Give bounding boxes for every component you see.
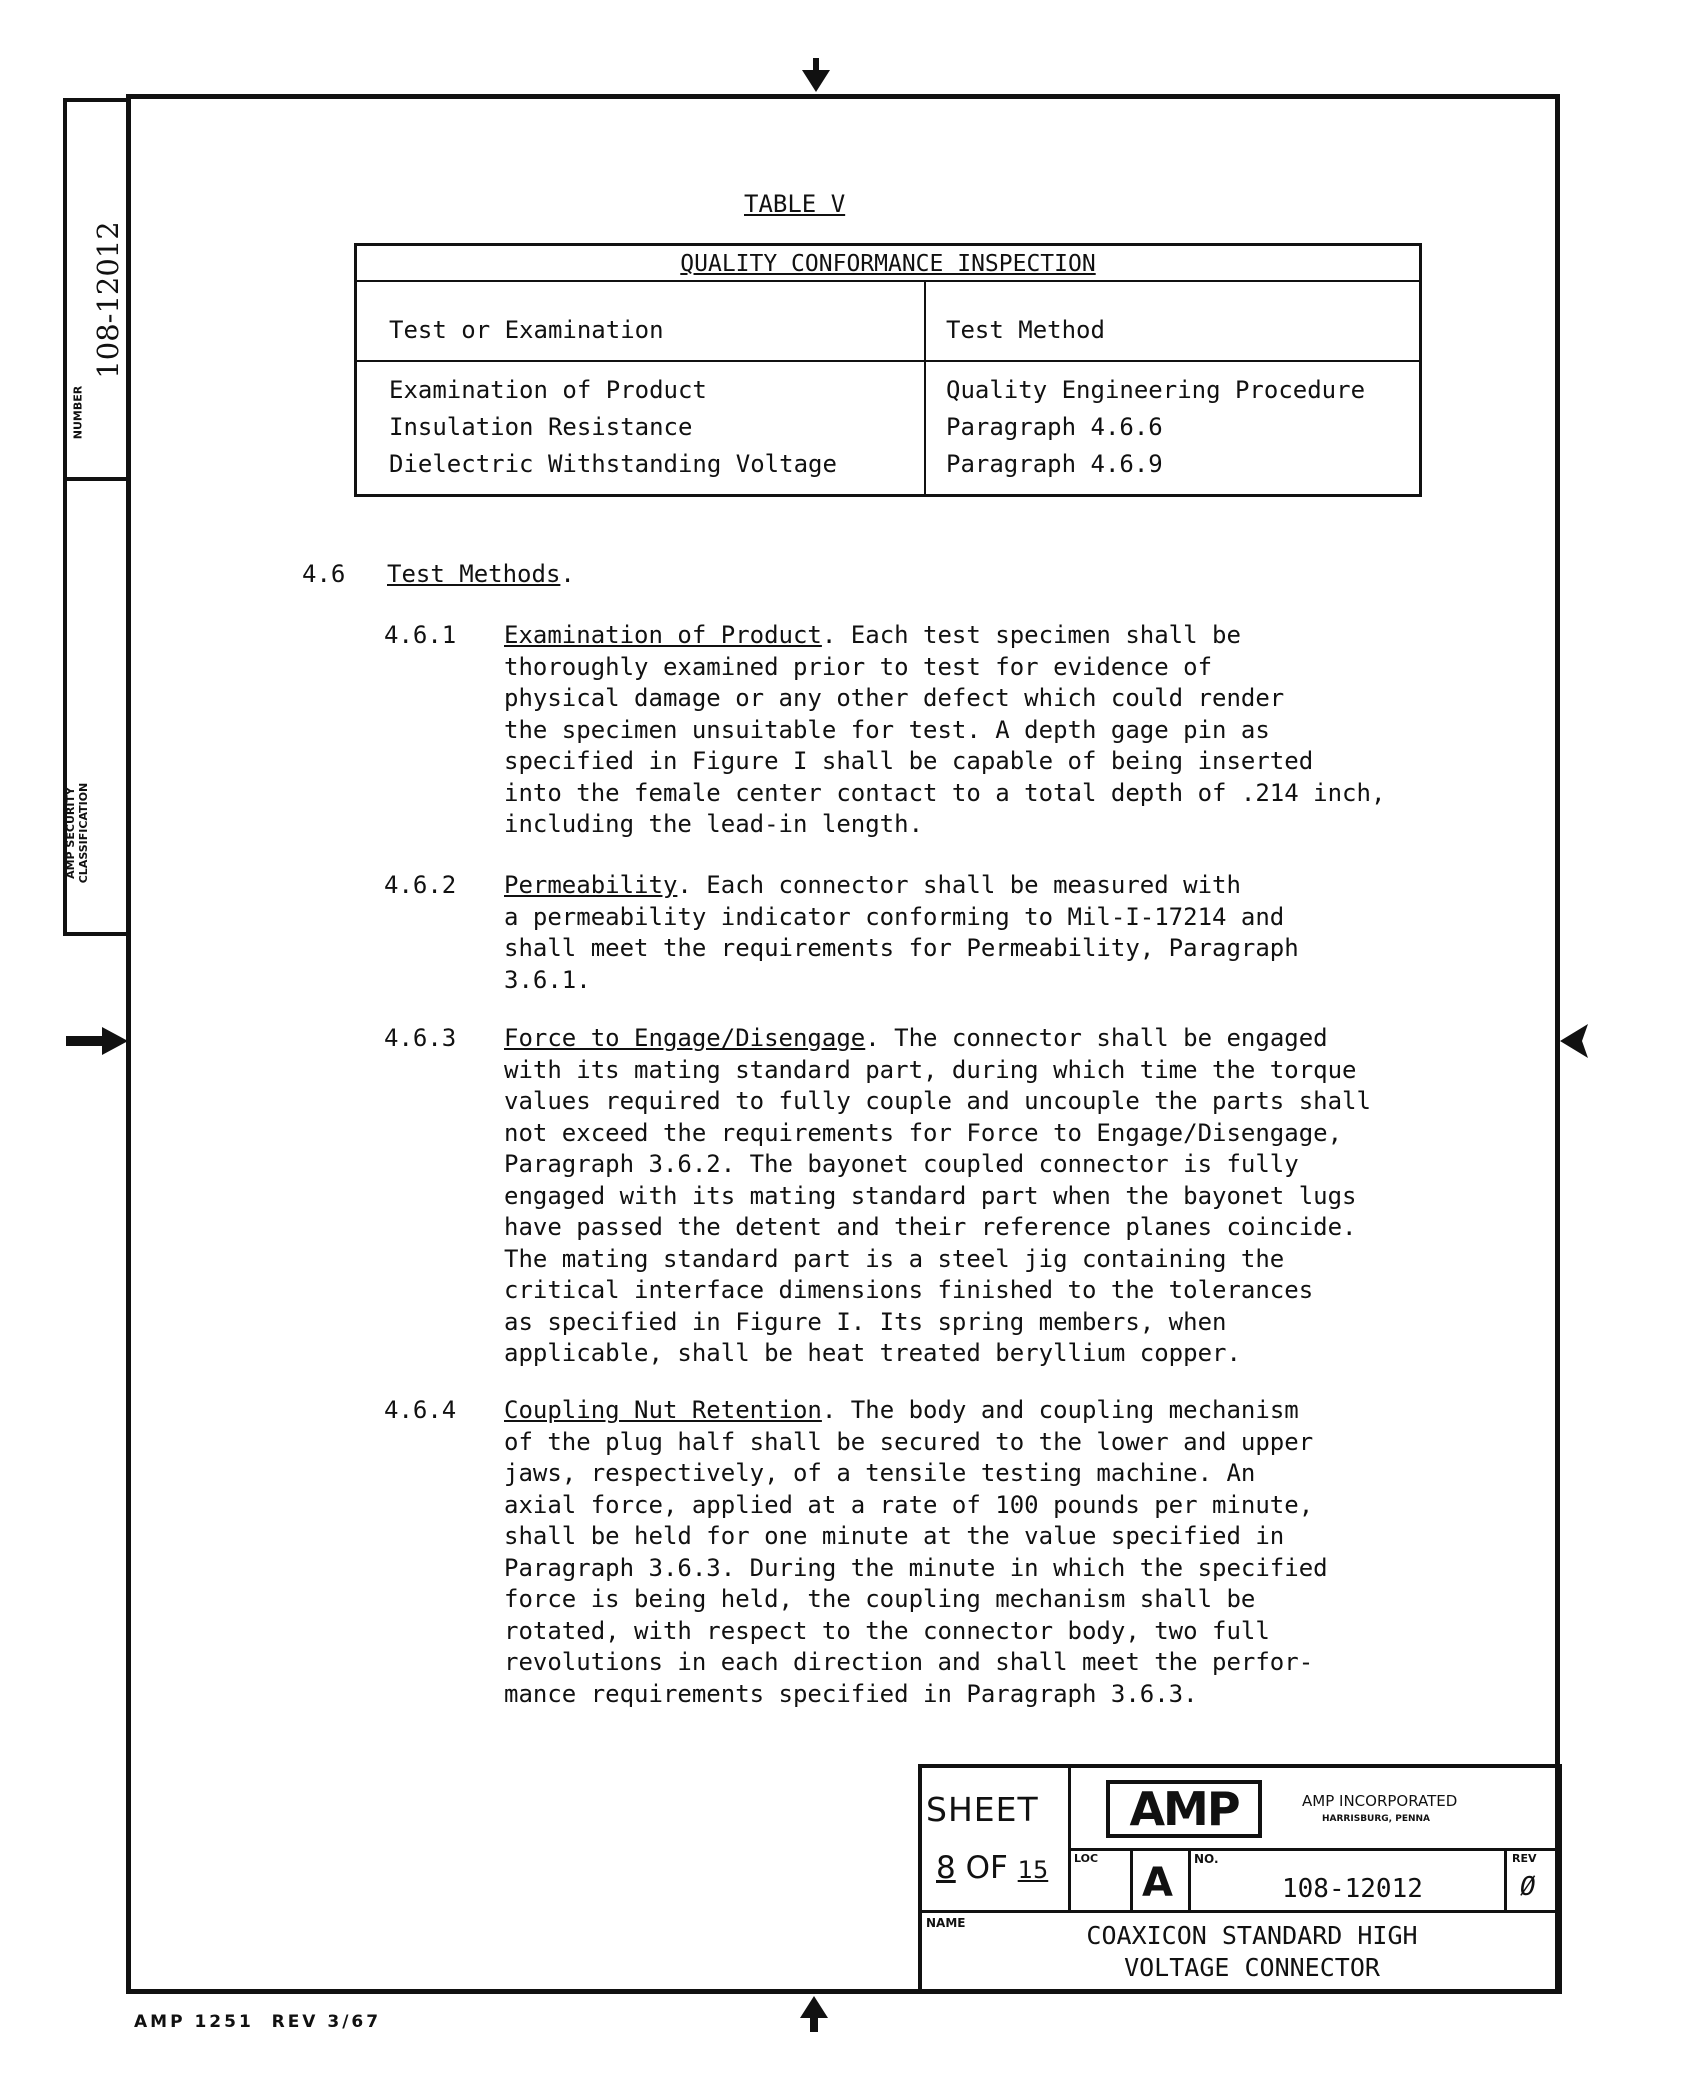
strip-number-label: NUMBER <box>71 385 85 440</box>
paragraph-line: including the lead-in length. <box>504 810 924 838</box>
sheet-count <box>936 1850 1048 1886</box>
paragraph-line: applicable, shall be heat treated beryllium copper. <box>504 1339 1241 1367</box>
form-number: AMP 1251 REV 3/67 <box>134 2012 382 2032</box>
tb-divider <box>1130 1848 1133 1912</box>
paragraph-line: Paragraph 3.6.3. During the minute in which the specified <box>504 1553 1328 1582</box>
column-header-method: Test Method <box>946 316 1105 344</box>
right-center-arrow-icon <box>1560 1022 1590 1060</box>
table-heading <box>357 246 1419 282</box>
paragraph-coupling-nut-retention <box>504 1395 1328 1710</box>
paragraph-line: critical interface dimensions finished to the tolerances <box>504 1276 1314 1304</box>
paragraph-line: with its mating standard part, during which time the torque <box>504 1055 1357 1084</box>
paragraph-line: shall be held for one minute at the value specified in <box>504 1522 1285 1550</box>
paragraph-line: rotated, with respect to the connector body, two full <box>504 1616 1270 1645</box>
classification-label-line1: AMP SECURITY <box>64 787 77 879</box>
paragraph-number: 4.6.4 <box>384 1396 457 1424</box>
paragraph-title: Examination of Product <box>504 621 822 649</box>
paragraph-number: 4.6.3 <box>384 1024 457 1052</box>
table-column-test-values <box>389 372 837 483</box>
section-title-suffix: . <box>560 560 575 588</box>
title-block <box>918 1764 1562 1994</box>
sheet-total: 15 <box>1017 1856 1049 1884</box>
table-cell: Examination of Product <box>389 376 707 404</box>
table-cell: Insulation Resistance <box>389 413 693 441</box>
paragraph-permeability <box>504 870 1299 996</box>
section-number: 4.6 <box>302 560 346 588</box>
paragraph-line: jaws, respectively, of a tensile testing machine. An <box>504 1459 1256 1487</box>
paragraph-number: 4.6.1 <box>384 621 457 649</box>
paragraph-line: of the plug half shall be secured to the lower and upper <box>504 1427 1314 1456</box>
paragraph-line: thoroughly examined prior to test for evidence of <box>504 652 1213 681</box>
classification-label-line2: CLASSIFICATION <box>77 782 90 884</box>
company-name: AMP INCORPORATED <box>1302 1792 1458 1810</box>
paragraph-line: a permeability indicator conforming to Mil-I-17214 and <box>504 902 1285 931</box>
paragraph-title: Permeability <box>504 871 678 899</box>
paragraph-line: values required to fully couple and uncouple the parts shall <box>504 1087 1371 1115</box>
paragraph-examination-of-product <box>504 620 1385 841</box>
paragraph-line: Paragraph 3.6.2. The bayonet coupled connector is fully <box>504 1150 1299 1178</box>
strip-document-number: 108-12012 <box>91 221 125 379</box>
paragraph-line: Examination of Product. Each test specimen shall be <box>504 621 1241 649</box>
paragraph-line: Force to Engage/Disengage. The connector shall be engaged <box>504 1024 1328 1052</box>
paragraph-line: revolutions in each direction and shall meet the perfor- <box>504 1648 1314 1676</box>
tb-divider <box>922 1910 1562 1913</box>
loc-label: LOC <box>1074 1852 1099 1865</box>
sheet-label: SHEET <box>926 1790 1039 1829</box>
section-title <box>387 560 575 588</box>
tb-divider <box>1068 1848 1562 1851</box>
paragraph-number: 4.6.2 <box>384 871 457 899</box>
of-label: OF <box>965 1850 1008 1886</box>
paragraph-force-to-engage <box>504 1023 1371 1370</box>
company-location: HARRISBURG, PENNA <box>1322 1814 1430 1824</box>
quality-inspection-table <box>354 243 1422 497</box>
column-header-test: Test or Examination <box>389 316 664 344</box>
paragraph-line: mance requirements specified in Paragraph 3.6.3. <box>504 1679 1198 1708</box>
sheet-number: 8 <box>936 1850 956 1886</box>
paragraph-line: Coupling Nut Retention. The body and coupling mechanism <box>504 1396 1299 1424</box>
drawing-number: 108-12012 <box>1282 1874 1423 1904</box>
rev-label: REV <box>1512 1852 1537 1865</box>
table-heading-text: QUALITY CONFORMANCE INSPECTION <box>680 251 1096 277</box>
paragraph-line: into the female center contact to a total depth of .214 inch, <box>504 778 1386 807</box>
top-center-arrow-icon <box>798 58 834 94</box>
table-cell: Paragraph 4.6.9 <box>946 450 1163 478</box>
table-cell: Quality Engineering Procedure <box>946 376 1366 404</box>
no-label: NO. <box>1194 1852 1219 1866</box>
table-cell: Paragraph 4.6.6 <box>946 413 1163 441</box>
left-center-arrow-icon <box>66 1025 128 1057</box>
strip-divider <box>63 477 126 481</box>
rev-value: Ø <box>1520 1872 1536 1902</box>
table-cell: Dielectric Withstanding Voltage <box>389 450 837 478</box>
paragraph-line: the specimen unsuitable for test. A depth gage pin as <box>504 715 1270 744</box>
paragraph-line: The mating standard part is a steel jig containing the <box>504 1244 1285 1273</box>
name-line: COAXICON STANDARD HIGH <box>1086 1921 1418 1950</box>
paragraph-line: 3.6.1. <box>504 965 591 994</box>
paragraph-line: engaged with its mating standard part when the bayonet lugs <box>504 1181 1357 1210</box>
drawing-name <box>922 1920 1562 1984</box>
paragraph-line: not exceed the requirements for Force to Engage/Disengage, <box>504 1118 1343 1147</box>
loc-value: A <box>1142 1860 1173 1906</box>
tb-divider <box>1188 1848 1191 1912</box>
table-header-divider <box>357 360 1419 362</box>
strip-classification-label <box>64 778 90 888</box>
paragraph-line: as specified in Figure I. Its spring members, when <box>504 1307 1227 1336</box>
tb-divider <box>1068 1768 1071 1912</box>
name-line: VOLTAGE CONNECTOR <box>1124 1953 1380 1982</box>
paragraph-line: shall meet the requirements for Permeability, Paragraph <box>504 934 1299 962</box>
bottom-center-arrow-icon <box>796 1994 832 2034</box>
paragraph-title: Coupling Nut Retention <box>504 1396 822 1424</box>
tb-divider <box>1504 1848 1507 1912</box>
paragraph-title: Force to Engage/Disengage <box>504 1024 866 1052</box>
logo-text: AMP <box>1129 1782 1239 1836</box>
paragraph-line: physical damage or any other defect which could render <box>504 684 1285 712</box>
table-column-divider <box>924 282 926 497</box>
paragraph-line: axial force, applied at a rate of 100 pounds per minute, <box>504 1490 1314 1519</box>
amp-logo <box>1106 1780 1262 1838</box>
name-label: NAME <box>926 1916 966 1930</box>
section-title-text: Test Methods <box>387 560 561 588</box>
table-column-method-values <box>946 372 1365 483</box>
paragraph-line: specified in Figure I shall be capable of being inserted <box>504 747 1314 775</box>
paragraph-line: force is being held, the coupling mechanism shall be <box>504 1585 1256 1613</box>
paragraph-line: Permeability. Each connector shall be measured with <box>504 871 1241 899</box>
paragraph-line: have passed the detent and their reference planes coincide. <box>504 1213 1357 1241</box>
table-title: TABLE V <box>744 190 846 218</box>
